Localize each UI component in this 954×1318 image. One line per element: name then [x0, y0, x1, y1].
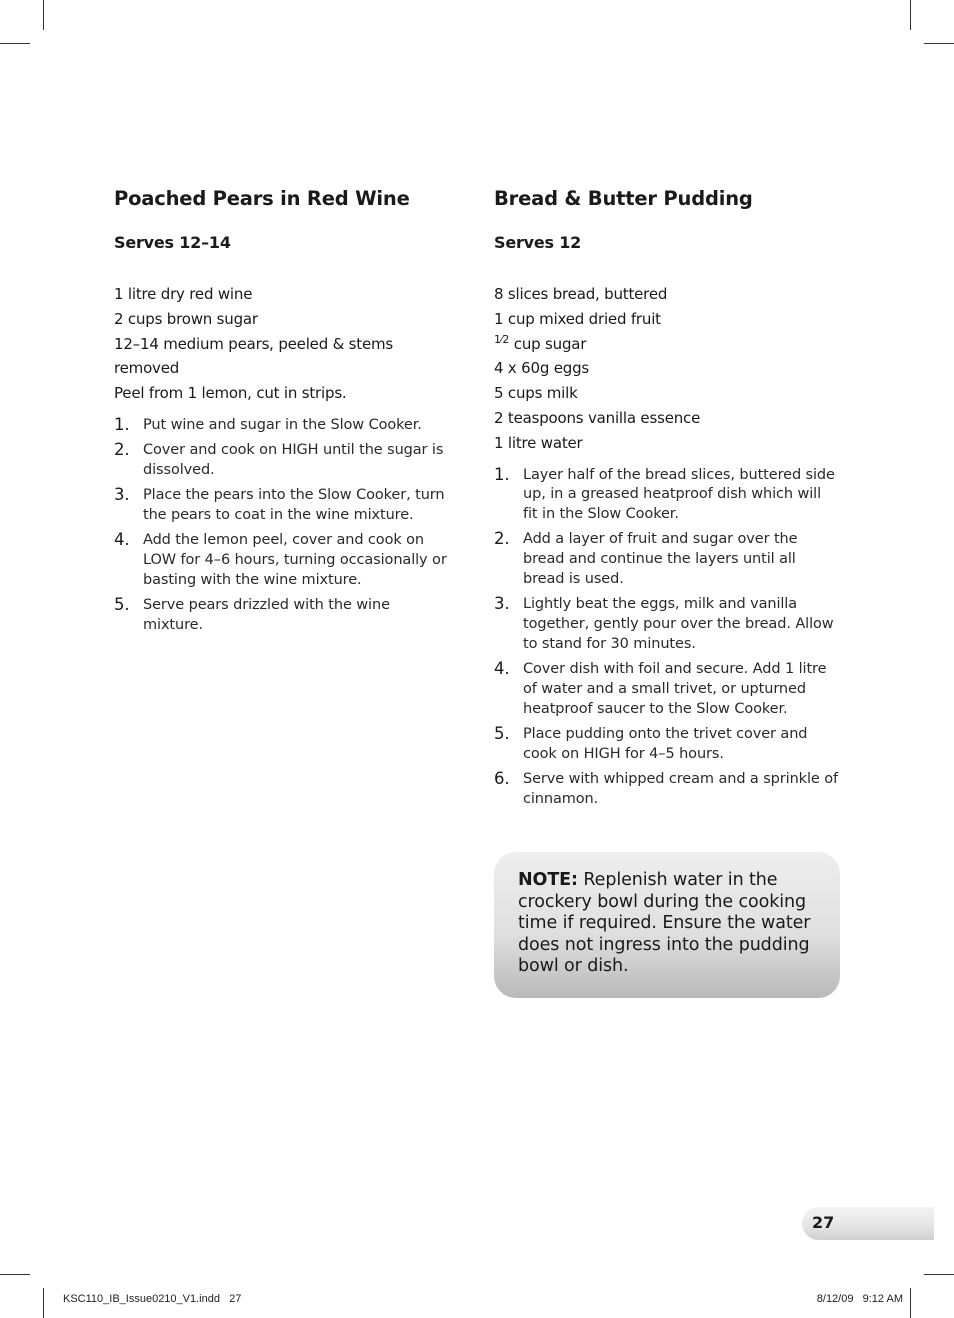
step-number: 4. [494, 659, 510, 679]
method-step [114, 486, 449, 526]
crop-mark [43, 0, 44, 30]
step-text: Serve pears drizzled with the wine mixture. [143, 597, 390, 634]
ingredient-item: 4 x 60g eggs [494, 359, 590, 378]
step-number: 5. [494, 724, 510, 744]
method-step [494, 466, 839, 525]
crop-mark [924, 43, 954, 44]
step-text: Layer half of the bread slices, buttered side up, in a greased heatproof dish which will fit in the Slow Cooker. [523, 466, 835, 523]
step-text: Place the pears into the Slow Cooker, turn the pears to coat in the wine mixture. [143, 487, 445, 524]
crop-mark [0, 43, 30, 44]
ingredient-item: 2 teaspoons vanilla essence [494, 408, 701, 427]
note-text: Replenish water in the crockery bowl during the cooking time if required. Ensure the water does not ingress into the pudding bowl or dish. [518, 870, 811, 976]
page-number-tab [802, 1207, 934, 1240]
method-step [114, 416, 449, 436]
footer-file-name: KSC110_IB_Issue0210_V1.indd 27 [63, 1293, 242, 1305]
serves-label: Serves 12 [494, 233, 582, 252]
note-label: NOTE: [518, 870, 578, 890]
ingredient-text: cup sugar [509, 334, 587, 353]
step-text: Cover dish with foil and secure. Add 1 litre of water and a small trivet, or upturned heatproof saucer to the Slow Cooker. [523, 661, 827, 717]
ingredient-item: 1 litre water [494, 433, 583, 452]
step-number: 4. [114, 530, 130, 550]
page-number: 27 [812, 1213, 835, 1232]
recipe-poached-pears [114, 186, 449, 641]
crop-mark [910, 0, 911, 30]
step-number: 6. [494, 769, 510, 789]
method-step [494, 530, 839, 589]
method-step [494, 660, 839, 719]
ingredient-item: 8 slices bread, buttered [494, 285, 668, 303]
note-box [494, 852, 840, 998]
ingredient-item: 2 cups brown sugar [114, 309, 258, 328]
step-number: 3. [114, 485, 130, 505]
step-number: 3. [494, 594, 510, 614]
footer-timestamp: 8/12/09 9:12 AM [816, 1293, 903, 1305]
recipe-bread-butter-pudding [494, 186, 839, 815]
ingredient-item: 1 litre dry red wine [114, 285, 253, 303]
step-text: Lightly beat the eggs, milk and vanilla together, gently pour over the bread. Allow to stand for 30 minutes. [523, 596, 834, 652]
step-text: Add the lemon peel, cover and cook on LOW for 4–6 hours, turning occasionally or basting with the wine mixture. [143, 532, 447, 589]
method-step [114, 596, 449, 636]
method-step [494, 595, 839, 654]
ingredient-item: 1 cup mixed dried fruit [494, 309, 661, 328]
ingredient-item: Peel from 1 lemon, cut in strips. [114, 384, 347, 403]
method-step [114, 531, 449, 590]
method-step [494, 770, 839, 810]
step-number: 1. [114, 414, 130, 434]
ingredient-item [494, 332, 839, 357]
step-number: 2. [114, 440, 130, 460]
crop-mark [910, 1288, 911, 1318]
step-text: Place pudding onto the trivet cover and cook on HIGH for 4–5 hours. [523, 726, 808, 762]
method-step [494, 725, 839, 765]
step-text: Add a layer of fruit and sugar over the bread and continue the layers until all bread is used. [523, 531, 798, 588]
ingredient-list [114, 282, 449, 406]
crop-mark [924, 1274, 954, 1275]
step-text: Serve with whipped cream and a sprinkle of cinnamon. [523, 771, 838, 808]
crop-mark [0, 1274, 30, 1275]
recipe-title: Poached Pears in Red Wine [114, 187, 410, 210]
step-text: Cover and cook on HIGH until the sugar is dissolved. [143, 442, 444, 479]
method-steps [114, 416, 449, 636]
method-step [114, 441, 449, 481]
step-number: 5. [114, 595, 130, 615]
ingredient-item: 12–14 medium pears, peeled & stems removed [114, 334, 393, 378]
recipe-title: Bread & Butter Pudding [494, 187, 753, 210]
step-number: 2. [494, 529, 510, 549]
fraction: 1⁄2 [494, 332, 510, 346]
method-steps [494, 466, 839, 810]
ingredient-list [494, 282, 839, 456]
step-number: 1. [494, 464, 510, 484]
ingredient-item: 5 cups milk [494, 384, 578, 403]
crop-mark [43, 1288, 44, 1318]
step-text: Put wine and sugar in the Slow Cooker. [143, 416, 422, 433]
serves-label: Serves 12–14 [114, 233, 231, 252]
